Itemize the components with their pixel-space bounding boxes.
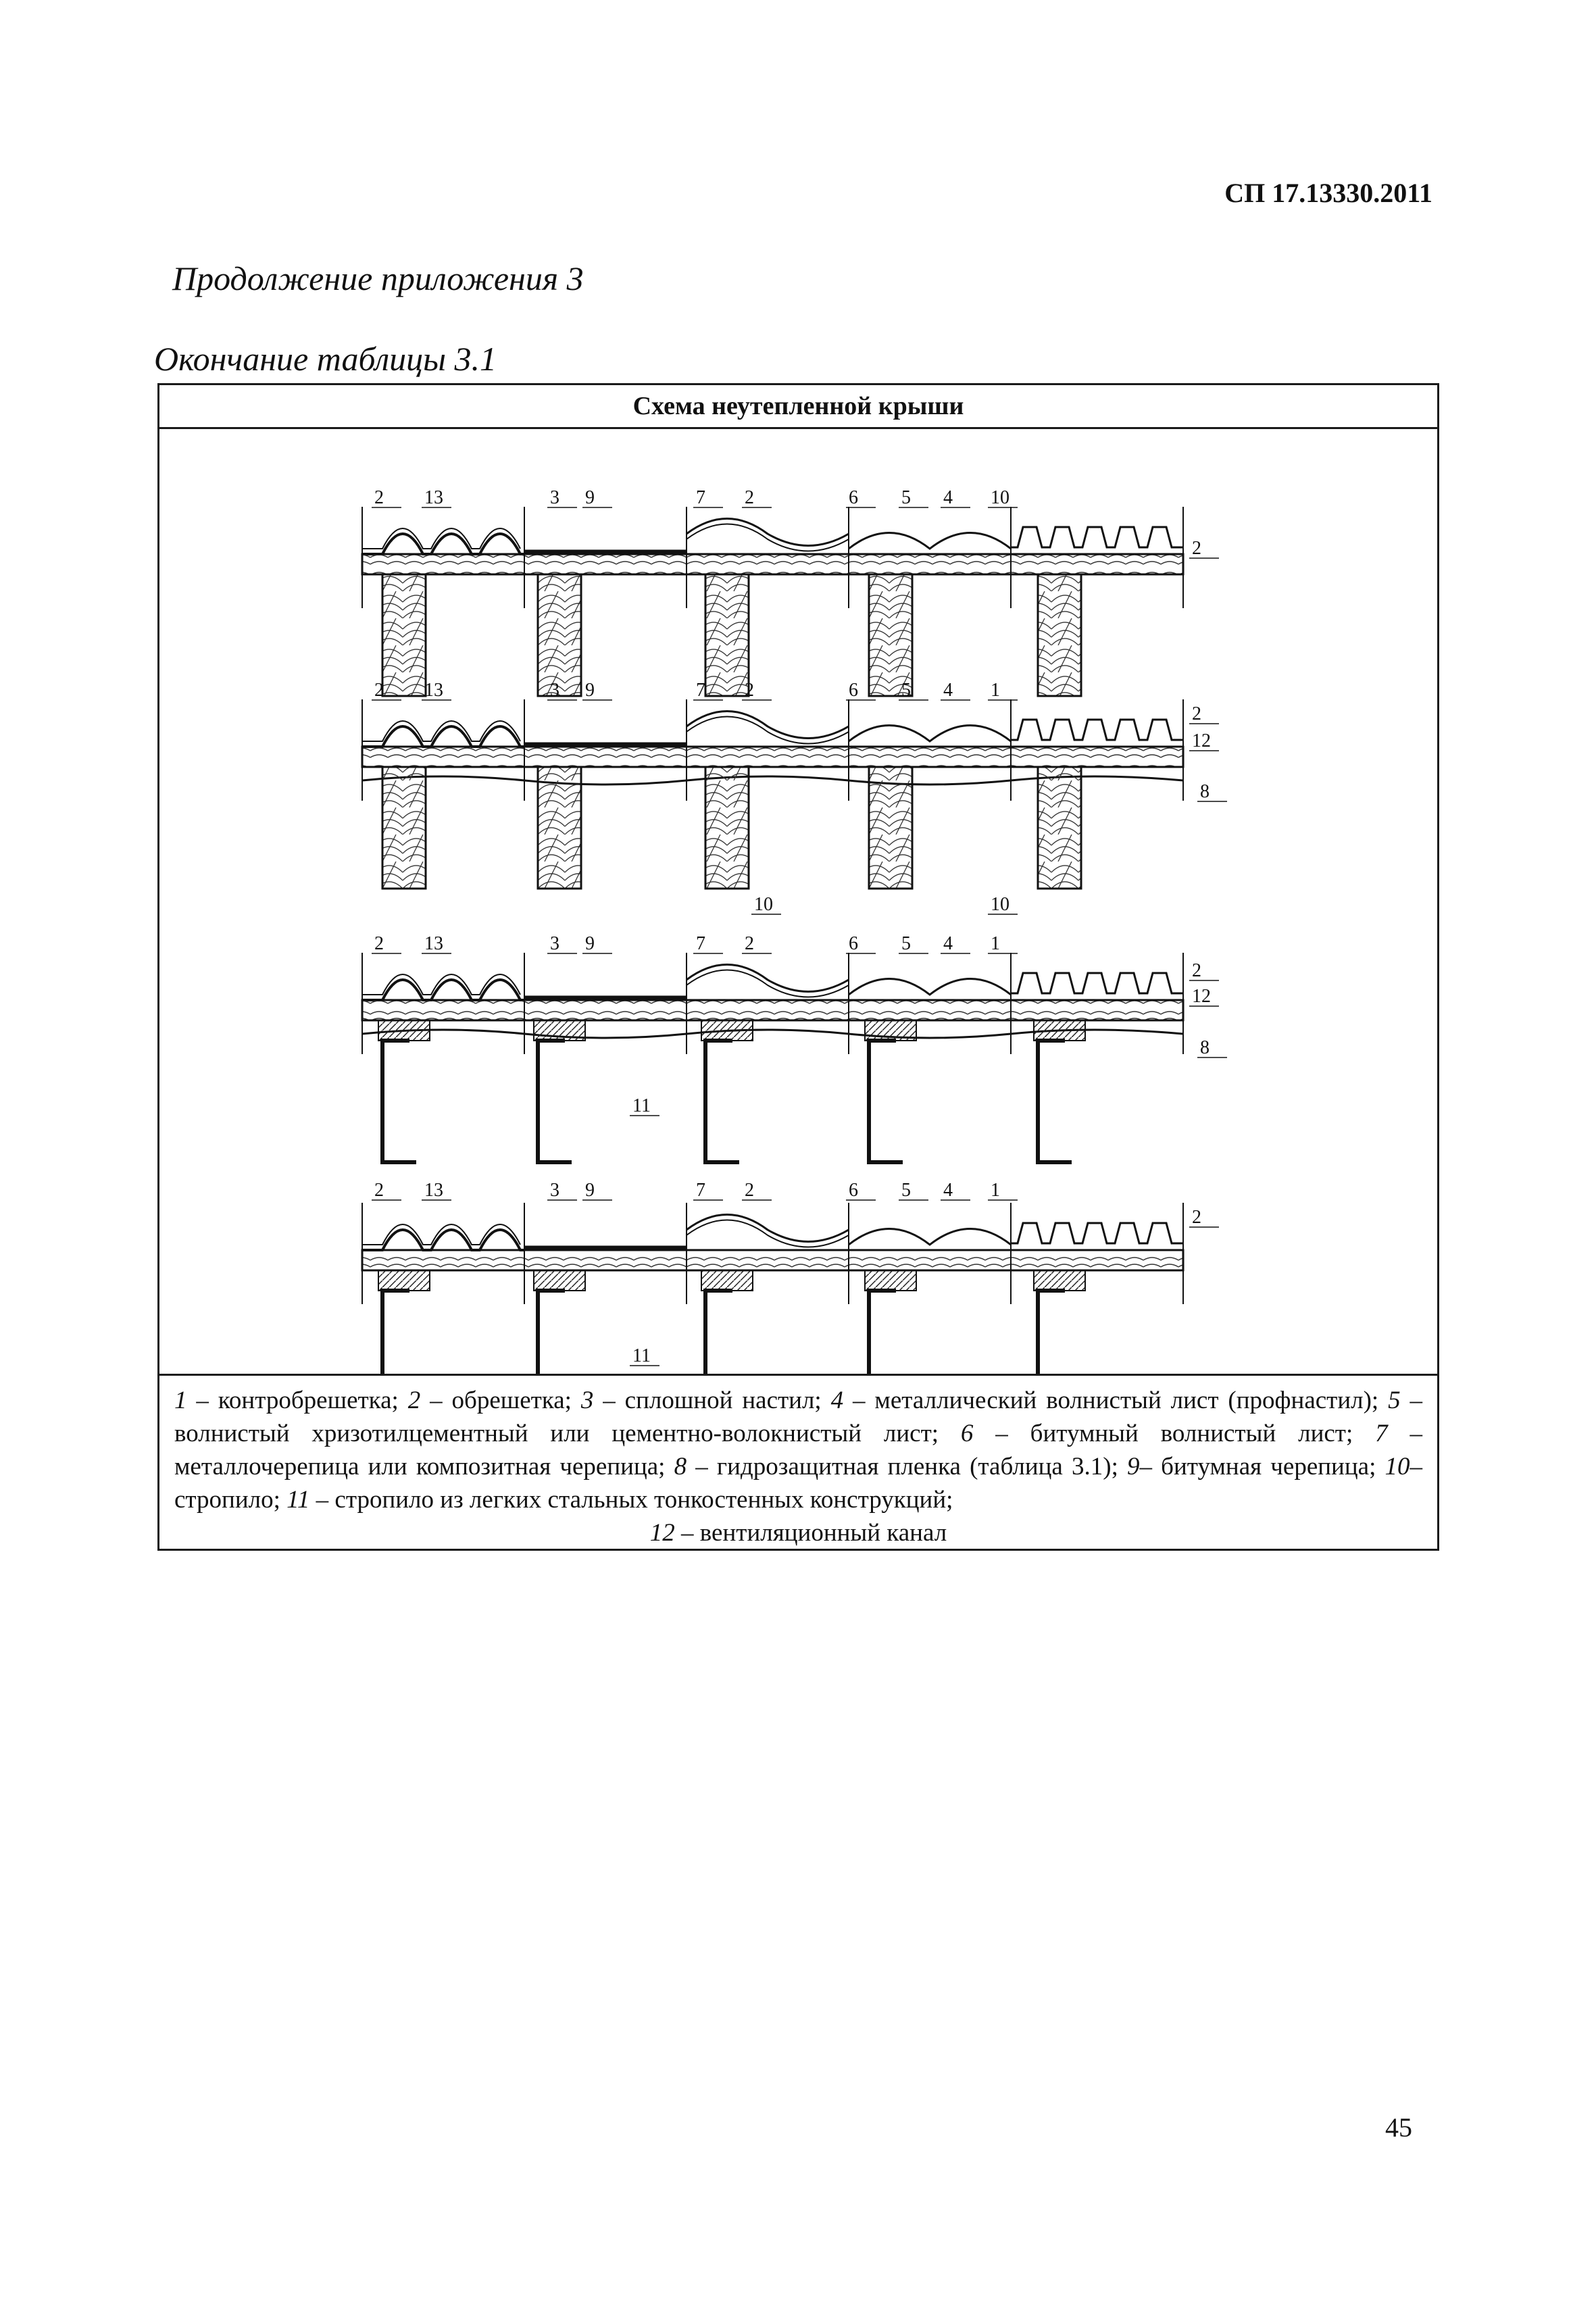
wood-rafter bbox=[1038, 767, 1081, 889]
legend-num-8: 8 bbox=[674, 1453, 687, 1480]
legend-num-3: 3 bbox=[580, 1387, 594, 1414]
callout-label: 7 bbox=[696, 933, 705, 954]
callout-label: 2 bbox=[745, 933, 754, 954]
counter-batten bbox=[378, 1020, 430, 1041]
bitumen-tile-profile bbox=[362, 726, 524, 747]
counter-batten bbox=[865, 1020, 916, 1041]
metal-tile-wave-inner bbox=[687, 970, 849, 997]
callout-label: 9 bbox=[585, 487, 595, 508]
page-number: 45 bbox=[1385, 2112, 1412, 2143]
counter-batten bbox=[1034, 1270, 1085, 1291]
legend-text-7: – металлочерепица или композитная черепица; bbox=[174, 1420, 1422, 1480]
counter-batten bbox=[1034, 1020, 1085, 1041]
wood-rafter bbox=[869, 574, 912, 696]
legend-num-6: 6 bbox=[960, 1420, 974, 1447]
legend-num-12: 12 bbox=[649, 1519, 675, 1547]
wood-rafter bbox=[1038, 574, 1081, 696]
wood-rafter bbox=[705, 574, 749, 696]
callout-label: 13 bbox=[424, 1180, 443, 1201]
steel-rafter bbox=[382, 1041, 416, 1162]
continuation-title: Продолжение приложения 3 bbox=[172, 259, 584, 297]
counter-batten bbox=[701, 1270, 753, 1291]
callout-label: 11 bbox=[632, 1095, 651, 1116]
wood-rafter bbox=[538, 574, 581, 696]
profiled-sheet bbox=[1011, 1223, 1183, 1243]
callout-label: 2 bbox=[1192, 960, 1201, 981]
legend-text-12: – вентиляционный канал bbox=[674, 1519, 947, 1547]
callout-label: 1 bbox=[991, 680, 1000, 701]
steel-rafter bbox=[705, 1041, 739, 1162]
callout-label: 2 bbox=[374, 1180, 384, 1201]
callout-label: 2 bbox=[745, 680, 754, 701]
roof-schemes bbox=[159, 429, 1437, 1374]
deck-boards bbox=[362, 554, 1183, 574]
bitumen-tile-profile bbox=[362, 980, 524, 1000]
table-frame bbox=[157, 383, 1439, 1551]
callout-label: 6 bbox=[849, 933, 858, 954]
callout-label: 6 bbox=[849, 487, 858, 508]
metal-tile-wave-inner bbox=[687, 1220, 849, 1247]
steel-rafter bbox=[382, 1291, 416, 1374]
roof-scheme-r3 bbox=[362, 953, 1183, 1162]
legend-num-4: 4 bbox=[830, 1387, 844, 1414]
metal-tile-wave bbox=[687, 519, 849, 546]
wavy-sheet bbox=[849, 979, 1011, 995]
callout-label: 2 bbox=[1192, 703, 1201, 724]
callout-label: 2 bbox=[1192, 1207, 1201, 1228]
profiled-sheet bbox=[1011, 973, 1183, 993]
callout-label: 2 bbox=[374, 680, 384, 701]
callout-label: 12 bbox=[1192, 986, 1211, 1007]
callout-label: 9 bbox=[585, 1180, 595, 1201]
wood-rafter bbox=[382, 767, 426, 889]
callout-label: 4 bbox=[943, 1180, 953, 1201]
steel-rafter bbox=[538, 1041, 572, 1162]
legend-text-1: – контробрешетка; bbox=[186, 1387, 408, 1414]
legend-last-line bbox=[174, 1516, 1422, 1549]
callout-label: 5 bbox=[901, 680, 911, 701]
profiled-sheet bbox=[1011, 720, 1183, 740]
callout-label: 5 bbox=[901, 487, 911, 508]
roof-scheme-rows bbox=[362, 487, 1227, 1374]
legend-num-2: 2 bbox=[407, 1387, 421, 1414]
callout-label: 4 bbox=[943, 933, 953, 954]
bitumen-tile-profile bbox=[362, 1230, 524, 1250]
callout-label: 2 bbox=[745, 487, 754, 508]
wood-rafter bbox=[869, 767, 912, 889]
steel-rafter bbox=[1038, 1041, 1072, 1162]
metal-tile-wave bbox=[687, 965, 849, 992]
legend-text-3: – сплошной настил; bbox=[593, 1387, 831, 1414]
callout-label: 7 bbox=[696, 487, 705, 508]
profiled-sheet bbox=[1011, 527, 1183, 547]
callout-label: 2 bbox=[1192, 538, 1201, 559]
callout-label: 11 bbox=[632, 1345, 651, 1366]
bitumen-tile-profile bbox=[362, 534, 524, 554]
counter-batten bbox=[534, 1020, 585, 1041]
callout-label: 9 bbox=[585, 680, 595, 701]
metal-tile-wave-inner bbox=[687, 524, 849, 551]
callout-label: 3 bbox=[550, 933, 559, 954]
legend-text-5: – волнистый хризотилцементный или цементно-волокнистый лист; bbox=[174, 1387, 1423, 1447]
callout-label: 1 bbox=[991, 1180, 1000, 1201]
counter-batten bbox=[865, 1270, 916, 1291]
wood-rafter bbox=[382, 574, 426, 696]
steel-rafter bbox=[869, 1041, 903, 1162]
legend-text-6: – битумный волнистый лист; bbox=[973, 1420, 1376, 1447]
counter-batten bbox=[378, 1270, 430, 1291]
callout-label: 10 bbox=[754, 894, 773, 915]
legend-num-11: 11 bbox=[286, 1486, 310, 1514]
callout-label: 13 bbox=[424, 933, 443, 954]
doc-code: СП 17.13330.2011 bbox=[1224, 178, 1432, 208]
callout-label: 13 bbox=[424, 487, 443, 508]
callout-label: 13 bbox=[424, 680, 443, 701]
table-header: Схема неутепленной крыши bbox=[159, 385, 1437, 429]
callout-label: 1 bbox=[991, 933, 1000, 954]
callout-label: 10 bbox=[991, 894, 1009, 915]
roof-scheme-drawing bbox=[159, 429, 1437, 1374]
roof-scheme-r4 bbox=[362, 1203, 1183, 1374]
legend-num-10: 10 bbox=[1385, 1453, 1410, 1480]
legend-num-9: 9 bbox=[1127, 1453, 1140, 1480]
legend-num-5: 5 bbox=[1388, 1387, 1401, 1414]
callout-label: 5 bbox=[901, 1180, 911, 1201]
legend-text-8: – гидрозащитная пленка (таблица 3.1); bbox=[687, 1453, 1128, 1480]
wavy-sheet bbox=[849, 726, 1011, 742]
legend-num-1: 1 bbox=[174, 1387, 187, 1414]
legend-text-4: – металлический волнистый лист (профнастил); bbox=[843, 1387, 1389, 1414]
steel-rafter bbox=[705, 1291, 739, 1374]
callout-label: 5 bbox=[901, 933, 911, 954]
legend-text-2: – обрешетка; bbox=[420, 1387, 581, 1414]
counter-batten bbox=[534, 1270, 585, 1291]
wavy-sheet bbox=[849, 533, 1011, 549]
callout-label: 10 bbox=[991, 487, 1009, 508]
callout-label: 2 bbox=[374, 933, 384, 954]
callout-label: 4 bbox=[943, 487, 953, 508]
callout-label: 6 bbox=[849, 680, 858, 701]
callout-label: 7 bbox=[696, 680, 705, 701]
wood-rafter bbox=[538, 767, 581, 889]
callout-label: 2 bbox=[745, 1180, 754, 1201]
callout-label: 3 bbox=[550, 487, 559, 508]
callout-label: 3 bbox=[550, 680, 559, 701]
callout-label: 6 bbox=[849, 1180, 858, 1201]
legend-num-7: 7 bbox=[1375, 1420, 1388, 1447]
callout-label: 7 bbox=[696, 1180, 705, 1201]
metal-tile-wave-inner bbox=[687, 717, 849, 744]
roof-scheme-r1 bbox=[362, 507, 1183, 696]
callout-label: 8 bbox=[1200, 1037, 1210, 1058]
callout-label: 12 bbox=[1192, 730, 1211, 751]
legend-text-9: – битумная черепица; bbox=[1139, 1453, 1385, 1480]
roof-scheme-r2 bbox=[362, 699, 1183, 889]
callout-label: 3 bbox=[550, 1180, 559, 1201]
callout-label: 9 bbox=[585, 933, 595, 954]
metal-tile-wave bbox=[687, 712, 849, 739]
wood-rafter bbox=[705, 767, 749, 889]
counter-batten bbox=[701, 1020, 753, 1041]
legend-text-10: – стропило; bbox=[174, 1453, 1422, 1514]
callout-label: 4 bbox=[943, 680, 953, 701]
legend bbox=[159, 1374, 1437, 1549]
steel-rafter bbox=[538, 1291, 572, 1374]
deck-boards bbox=[362, 1250, 1183, 1270]
steel-rafter bbox=[1038, 1291, 1072, 1374]
steel-rafter bbox=[869, 1291, 903, 1374]
deck-boards bbox=[362, 1000, 1183, 1020]
callout-label: 2 bbox=[374, 487, 384, 508]
metal-tile-wave bbox=[687, 1215, 849, 1242]
callout-label: 8 bbox=[1200, 781, 1210, 802]
deck-boards bbox=[362, 747, 1183, 767]
legend-text-11: – стропило из легких стальных тонкостенных конструкций; bbox=[309, 1486, 953, 1514]
table-caption: Окончание таблицы 3.1 bbox=[154, 340, 497, 378]
wavy-sheet bbox=[849, 1229, 1011, 1245]
